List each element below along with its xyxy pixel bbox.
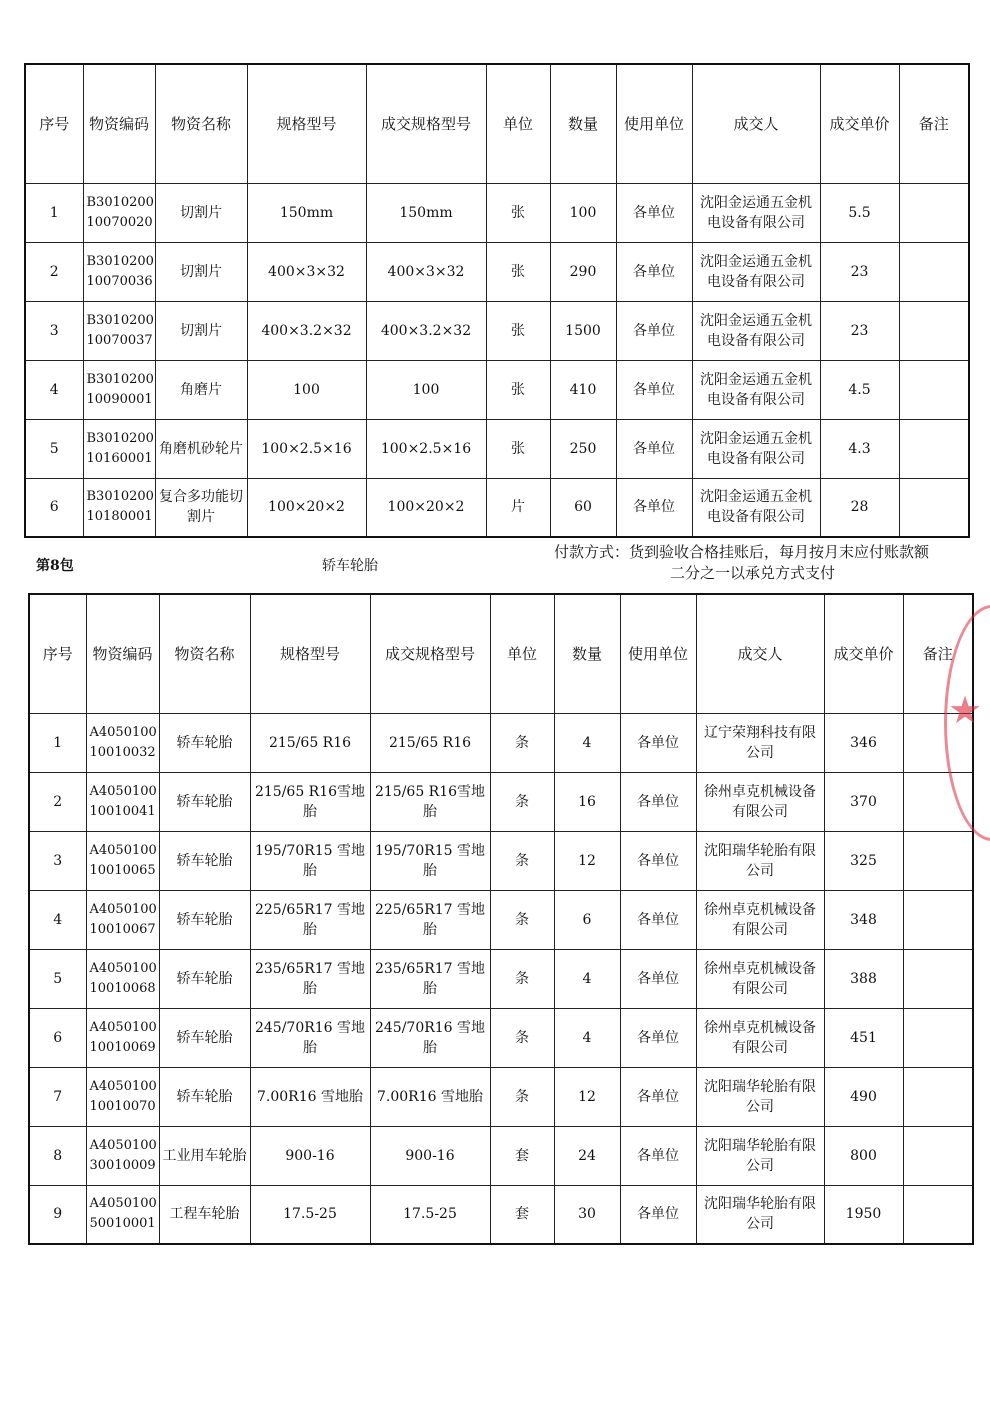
cell-remark xyxy=(899,478,969,537)
cell-code: A4050100 10010069 xyxy=(86,1008,159,1067)
header-cell: 序号 xyxy=(29,594,86,713)
header-cell: 规格型号 xyxy=(247,64,366,183)
cell-code: B3010200 10090001 xyxy=(83,360,155,419)
table-row xyxy=(29,1008,973,1067)
cell-unit: 条 xyxy=(490,713,554,772)
cell-price: 28 xyxy=(820,478,899,537)
header-cell: 数量 xyxy=(550,64,616,183)
cell-no: 7 xyxy=(29,1067,86,1126)
cell-deal-spec: 150mm xyxy=(366,183,486,242)
cell-code: B3010200 10070036 xyxy=(83,242,155,301)
cell-supplier: 沈阳瑞华轮胎有限公司 xyxy=(696,1126,824,1185)
cell-remark xyxy=(903,1185,973,1244)
cell-name: 工业用车轮胎 xyxy=(159,1126,250,1185)
cell-supplier: 沈阳瑞华轮胎有限公司 xyxy=(696,1185,824,1244)
cell-name: 切割片 xyxy=(155,301,247,360)
cell-remark xyxy=(903,1126,973,1185)
cell-no: 1 xyxy=(25,183,83,242)
cell-name: 轿车轮胎 xyxy=(159,949,250,1008)
cell-price: 800 xyxy=(824,1126,903,1185)
cell-unit: 张 xyxy=(486,301,550,360)
cell-qty: 1500 xyxy=(550,301,616,360)
cell-supplier: 沈阳瑞华轮胎有限公司 xyxy=(696,831,824,890)
cell-code: A4050100 30010009 xyxy=(86,1126,159,1185)
cell-user: 各单位 xyxy=(616,301,692,360)
cell-code: A4050100 10010068 xyxy=(86,949,159,1008)
cell-qty: 4 xyxy=(554,713,620,772)
table-row xyxy=(25,419,969,478)
header-cell: 物资编码 xyxy=(86,594,159,713)
cell-deal-spec: 195/70R15 雪地胎 xyxy=(370,831,490,890)
cell-supplier: 徐州卓克机械设备有限公司 xyxy=(696,1008,824,1067)
cell-user: 各单位 xyxy=(616,478,692,537)
cell-unit: 套 xyxy=(490,1185,554,1244)
header-cell: 备注 xyxy=(899,64,969,183)
cell-no: 5 xyxy=(29,949,86,1008)
package-title: 轿车轮胎 xyxy=(322,558,378,574)
table-row xyxy=(29,831,973,890)
table-row xyxy=(25,478,969,537)
header-cell: 单位 xyxy=(486,64,550,183)
cell-supplier: 辽宁荣翔科技有限公司 xyxy=(696,713,824,772)
header-cell: 成交规格型号 xyxy=(370,594,490,713)
cell-spec: 215/65 R16雪地胎 xyxy=(250,772,370,831)
cell-no: 3 xyxy=(29,831,86,890)
cell-qty: 4 xyxy=(554,949,620,1008)
header-cell: 物资编码 xyxy=(83,64,155,183)
cell-deal-spec: 100×2.5×16 xyxy=(366,419,486,478)
cell-spec: 100×2.5×16 xyxy=(247,419,366,478)
cell-supplier: 沈阳金运通五金机电设备有限公司 xyxy=(692,301,820,360)
cell-qty: 290 xyxy=(550,242,616,301)
cell-user: 各单位 xyxy=(620,890,696,949)
header-cell: 成交规格型号 xyxy=(366,64,486,183)
cell-name: 轿车轮胎 xyxy=(159,1008,250,1067)
cell-no: 1 xyxy=(29,713,86,772)
cell-spec: 400×3×32 xyxy=(247,242,366,301)
cell-remark xyxy=(899,183,969,242)
cell-price: 4.5 xyxy=(820,360,899,419)
table-row xyxy=(25,301,969,360)
cell-supplier: 徐州卓克机械设备有限公司 xyxy=(696,772,824,831)
header-cell: 成交单价 xyxy=(820,64,899,183)
table-header-row xyxy=(29,594,973,713)
table-row xyxy=(29,1185,973,1244)
cell-code: A4050100 10010032 xyxy=(86,713,159,772)
cell-code: A4050100 10010065 xyxy=(86,831,159,890)
cell-user: 各单位 xyxy=(620,713,696,772)
cell-name: 切割片 xyxy=(155,183,247,242)
header-cell: 物资名称 xyxy=(155,64,247,183)
cell-spec: 900-16 xyxy=(250,1126,370,1185)
cell-unit: 张 xyxy=(486,183,550,242)
cell-user: 各单位 xyxy=(620,1067,696,1126)
cell-price: 325 xyxy=(824,831,903,890)
cell-user: 各单位 xyxy=(616,419,692,478)
cell-no: 3 xyxy=(25,301,83,360)
cell-deal-spec: 400×3×32 xyxy=(366,242,486,301)
cell-price: 1950 xyxy=(824,1185,903,1244)
cell-qty: 60 xyxy=(550,478,616,537)
table-row xyxy=(29,772,973,831)
package-label: 第8包 xyxy=(36,558,74,574)
table-row xyxy=(29,1126,973,1185)
cell-unit: 张 xyxy=(486,242,550,301)
header-cell: 使用单位 xyxy=(616,64,692,183)
payment-terms-line1: 付款方式：货到验收合格挂账后，每月按月末应付账款额 xyxy=(554,543,930,561)
header-cell: 使用单位 xyxy=(620,594,696,713)
cell-qty: 30 xyxy=(554,1185,620,1244)
cell-no: 6 xyxy=(29,1008,86,1067)
cell-user: 各单位 xyxy=(620,1126,696,1185)
cell-unit: 条 xyxy=(490,890,554,949)
cell-unit: 条 xyxy=(490,831,554,890)
cell-deal-spec: 215/65 R16雪地胎 xyxy=(370,772,490,831)
cell-supplier: 沈阳金运通五金机电设备有限公司 xyxy=(692,419,820,478)
cell-spec: 150mm xyxy=(247,183,366,242)
cell-remark xyxy=(899,301,969,360)
header-cell: 备注 xyxy=(903,594,973,713)
payment-terms-line2: 二分之一以承兑方式支付 xyxy=(670,564,836,582)
cell-no: 2 xyxy=(29,772,86,831)
cell-supplier: 沈阳金运通五金机电设备有限公司 xyxy=(692,183,820,242)
cell-name: 切割片 xyxy=(155,242,247,301)
cell-remark xyxy=(899,360,969,419)
cell-deal-spec: 900-16 xyxy=(370,1126,490,1185)
cell-remark xyxy=(903,1008,973,1067)
cell-unit: 套 xyxy=(490,1126,554,1185)
cell-code: B3010200 10070020 xyxy=(83,183,155,242)
cell-deal-spec: 215/65 R16 xyxy=(370,713,490,772)
cell-deal-spec: 100×20×2 xyxy=(366,478,486,537)
table-row xyxy=(29,890,973,949)
table-row xyxy=(29,949,973,1008)
cell-name: 轿车轮胎 xyxy=(159,772,250,831)
cell-qty: 12 xyxy=(554,1067,620,1126)
cell-spec: 225/65R17 雪地胎 xyxy=(250,890,370,949)
cell-code: B3010200 10070037 xyxy=(83,301,155,360)
cell-qty: 24 xyxy=(554,1126,620,1185)
cell-deal-spec: 100 xyxy=(366,360,486,419)
cell-user: 各单位 xyxy=(616,183,692,242)
cell-unit: 条 xyxy=(490,1067,554,1126)
cell-name: 角磨片 xyxy=(155,360,247,419)
cell-spec: 235/65R17 雪地胎 xyxy=(250,949,370,1008)
header-cell: 成交单价 xyxy=(824,594,903,713)
table-row xyxy=(25,360,969,419)
cell-remark xyxy=(899,242,969,301)
cell-remark xyxy=(903,890,973,949)
cell-price: 388 xyxy=(824,949,903,1008)
cell-deal-spec: 7.00R16 雪地胎 xyxy=(370,1067,490,1126)
cell-supplier: 沈阳瑞华轮胎有限公司 xyxy=(696,1067,824,1126)
cell-qty: 4 xyxy=(554,1008,620,1067)
cell-name: 轿车轮胎 xyxy=(159,831,250,890)
cell-remark xyxy=(899,419,969,478)
cell-price: 346 xyxy=(824,713,903,772)
cell-spec: 17.5-25 xyxy=(250,1185,370,1244)
cell-user: 各单位 xyxy=(616,242,692,301)
cell-user: 各单位 xyxy=(616,360,692,419)
cell-spec: 195/70R15 雪地胎 xyxy=(250,831,370,890)
cell-deal-spec: 17.5-25 xyxy=(370,1185,490,1244)
cell-user: 各单位 xyxy=(620,831,696,890)
cell-unit: 条 xyxy=(490,1008,554,1067)
cell-unit: 片 xyxy=(486,478,550,537)
cell-price: 23 xyxy=(820,242,899,301)
cell-remark xyxy=(903,831,973,890)
cell-code: A4050100 10010041 xyxy=(86,772,159,831)
cell-qty: 100 xyxy=(550,183,616,242)
cell-supplier: 徐州卓克机械设备有限公司 xyxy=(696,890,824,949)
cell-name: 轿车轮胎 xyxy=(159,713,250,772)
table-header-row xyxy=(25,64,969,183)
header-cell: 序号 xyxy=(25,64,83,183)
header-cell: 成交人 xyxy=(692,64,820,183)
cell-spec: 100 xyxy=(247,360,366,419)
cell-qty: 6 xyxy=(554,890,620,949)
cell-code: A4050100 50010001 xyxy=(86,1185,159,1244)
cell-deal-spec: 225/65R17 雪地胎 xyxy=(370,890,490,949)
cell-supplier: 沈阳金运通五金机电设备有限公司 xyxy=(692,242,820,301)
cell-supplier: 沈阳金运通五金机电设备有限公司 xyxy=(692,478,820,537)
cell-spec: 215/65 R16 xyxy=(250,713,370,772)
cell-remark xyxy=(903,949,973,1008)
cell-user: 各单位 xyxy=(620,772,696,831)
cell-code: A4050100 10010070 xyxy=(86,1067,159,1126)
cell-price: 23 xyxy=(820,301,899,360)
cell-code: B3010200 10180001 xyxy=(83,478,155,537)
table-row xyxy=(29,713,973,772)
cell-qty: 12 xyxy=(554,831,620,890)
cell-user: 各单位 xyxy=(620,949,696,1008)
cell-name: 角磨机砂轮片 xyxy=(155,419,247,478)
header-cell: 数量 xyxy=(554,594,620,713)
header-cell: 单位 xyxy=(490,594,554,713)
cell-unit: 条 xyxy=(490,949,554,1008)
cell-qty: 250 xyxy=(550,419,616,478)
cell-remark xyxy=(903,1067,973,1126)
materials-table-1 xyxy=(24,63,970,538)
cell-no: 4 xyxy=(29,890,86,949)
cell-supplier: 徐州卓克机械设备有限公司 xyxy=(696,949,824,1008)
cell-price: 348 xyxy=(824,890,903,949)
cell-no: 5 xyxy=(25,419,83,478)
cell-price: 451 xyxy=(824,1008,903,1067)
cell-spec: 245/70R16 雪地胎 xyxy=(250,1008,370,1067)
cell-spec: 400×3.2×32 xyxy=(247,301,366,360)
cell-price: 490 xyxy=(824,1067,903,1126)
cell-code: A4050100 10010067 xyxy=(86,890,159,949)
cell-price: 5.5 xyxy=(820,183,899,242)
cell-unit: 条 xyxy=(490,772,554,831)
header-cell: 成交人 xyxy=(696,594,824,713)
cell-name: 工程车轮胎 xyxy=(159,1185,250,1244)
header-cell: 物资名称 xyxy=(159,594,250,713)
cell-no: 8 xyxy=(29,1126,86,1185)
cell-supplier: 沈阳金运通五金机电设备有限公司 xyxy=(692,360,820,419)
cell-no: 2 xyxy=(25,242,83,301)
cell-no: 9 xyxy=(29,1185,86,1244)
cell-name: 轿车轮胎 xyxy=(159,890,250,949)
cell-spec: 7.00R16 雪地胎 xyxy=(250,1067,370,1126)
cell-no: 4 xyxy=(25,360,83,419)
materials-table-2 xyxy=(28,593,974,1245)
table-row xyxy=(29,1067,973,1126)
cell-deal-spec: 235/65R17 雪地胎 xyxy=(370,949,490,1008)
cell-price: 370 xyxy=(824,772,903,831)
cell-unit: 张 xyxy=(486,419,550,478)
cell-name: 轿车轮胎 xyxy=(159,1067,250,1126)
cell-name: 复合多功能切割片 xyxy=(155,478,247,537)
cell-qty: 410 xyxy=(550,360,616,419)
cell-deal-spec: 400×3.2×32 xyxy=(366,301,486,360)
cell-user: 各单位 xyxy=(620,1008,696,1067)
cell-deal-spec: 245/70R16 雪地胎 xyxy=(370,1008,490,1067)
cell-qty: 16 xyxy=(554,772,620,831)
cell-spec: 100×20×2 xyxy=(247,478,366,537)
cell-no: 6 xyxy=(25,478,83,537)
cell-user: 各单位 xyxy=(620,1185,696,1244)
seal-star-icon: ★ xyxy=(948,688,983,732)
header-cell: 规格型号 xyxy=(250,594,370,713)
table-row xyxy=(25,183,969,242)
cell-unit: 张 xyxy=(486,360,550,419)
table-row xyxy=(25,242,969,301)
cell-price: 4.3 xyxy=(820,419,899,478)
cell-code: B3010200 10160001 xyxy=(83,419,155,478)
